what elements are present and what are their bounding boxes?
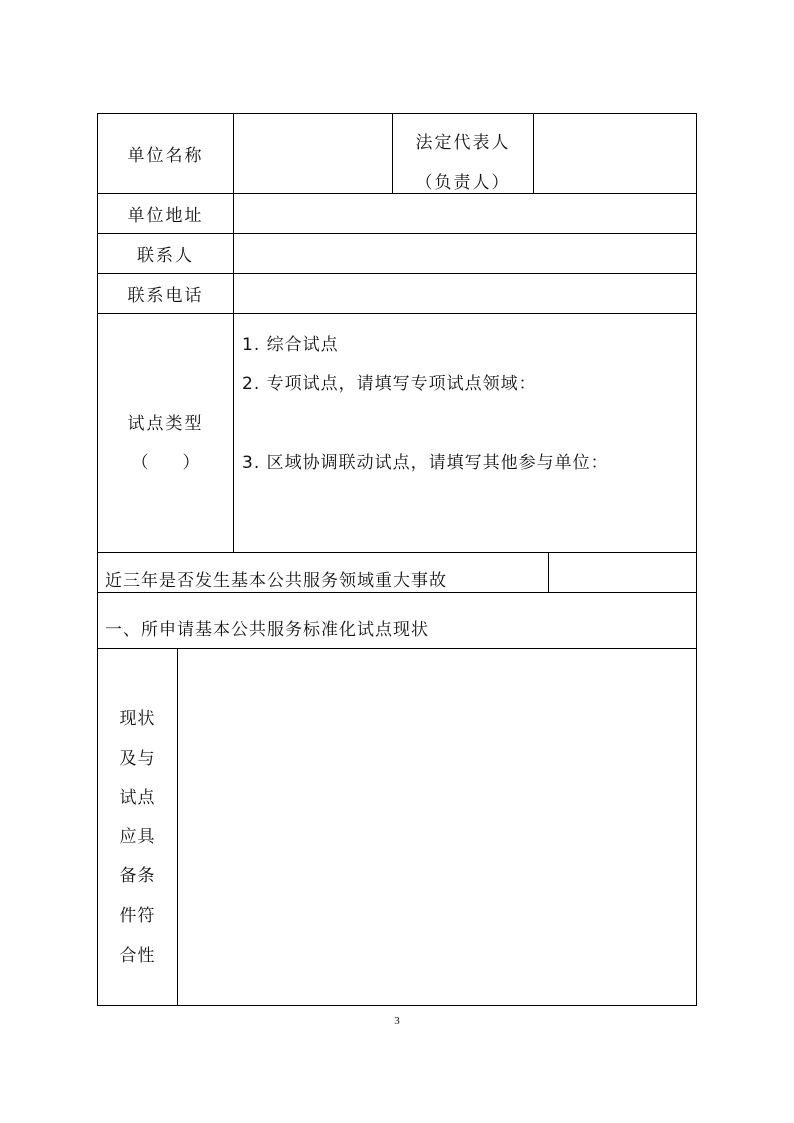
table-border: [97, 313, 697, 314]
table-border: [97, 1005, 697, 1006]
table-border: [696, 113, 697, 1006]
status-label-line: 应具: [119, 827, 156, 847]
unit-address-label: [98, 194, 233, 233]
unit-name-field[interactable]: [234, 114, 392, 193]
page-number: 3: [394, 1015, 400, 1027]
phone-field[interactable]: [234, 274, 696, 313]
status-label-line: 备条: [119, 866, 156, 886]
phone-label: [98, 274, 233, 313]
status-label-line: 及与: [119, 749, 156, 769]
legal-rep-field[interactable]: [534, 114, 696, 193]
legal-rep-sublabel: （负责人）: [415, 173, 511, 193]
unit-address-field[interactable]: [234, 194, 696, 233]
status-content-field[interactable]: [178, 649, 696, 1005]
phone-label-text: 联系电话: [127, 286, 204, 306]
unit-name-label: [98, 114, 233, 193]
table-border: [97, 592, 697, 593]
status-label-line: 合性: [119, 946, 156, 966]
pilot-option-comprehensive: 1. 综合试点: [242, 335, 339, 355]
contact-label: [98, 234, 233, 273]
contact-field[interactable]: [234, 234, 696, 273]
section-one-title: 一、所申请基本公共服务标准化试点现状: [105, 620, 429, 640]
accident-question: 近三年是否发生基本公共服务领域重大事故: [105, 571, 447, 591]
contact-label-text: 联系人: [137, 246, 194, 266]
pilot-option-regional: 3. 区域协调联动试点，请填写其他参与单位：: [242, 453, 609, 473]
accident-answer-field[interactable]: [549, 553, 696, 592]
status-label-line: 试点: [119, 788, 156, 808]
status-label-line: 现状: [119, 709, 156, 729]
status-label-line: 件符: [119, 906, 156, 926]
pilot-type-label: 试点类型: [127, 414, 204, 434]
legal-rep-label: 法定代表人: [415, 133, 511, 153]
pilot-type-choice[interactable]: （ ）: [131, 453, 200, 473]
unit-name-label-text: 单位名称: [127, 146, 204, 166]
unit-address-label-text: 单位地址: [127, 206, 204, 226]
pilot-option-special: 2. 专项试点，请填写专项试点领域：: [242, 374, 537, 394]
